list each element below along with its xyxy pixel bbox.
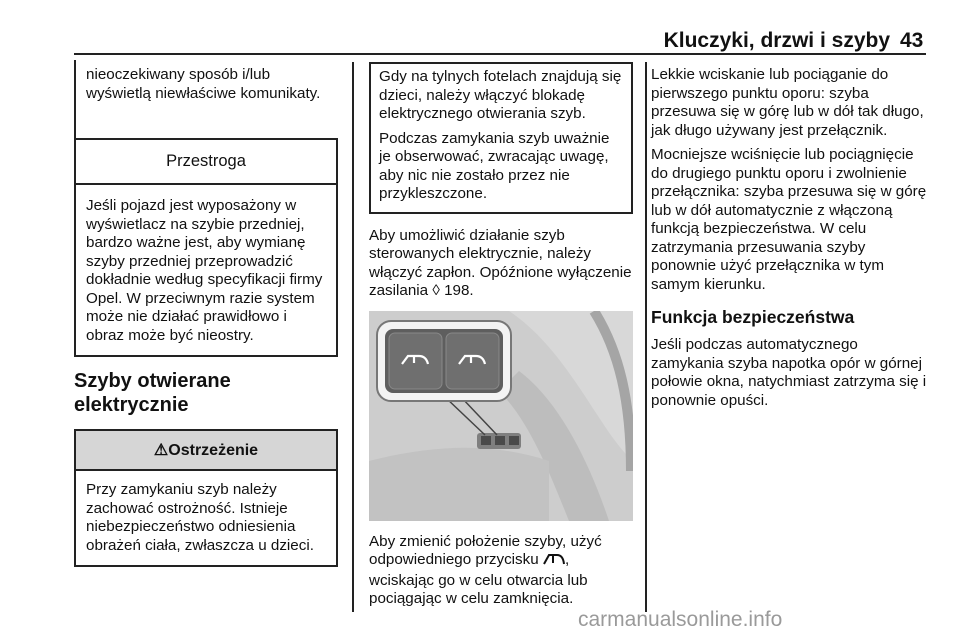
column-separator: [352, 62, 354, 612]
window-switch-illustration: [369, 311, 633, 521]
paragraph-switch-usage-end: , wciskając go w celu otwarcia lub pociągając w celu zamknięcia.: [369, 551, 588, 607]
paragraph-strong-press: Mocniejsze wciśnięcie lub pociągnięcie do drugiego punktu oporu i zwolnienie przełącznika: szyba przesuwa się w górę lub w dół automatycznie z włączoną funkcją bezpieczeństwa. W celu zatrzymania przesuwania szyby ponownie użyć przełącznika w tym samym kierunku.: [651, 146, 927, 293]
caution-text: Jeśli pojazd jest wyposażony w wyświetlacz na szybie przedniej, bardzo ważne jest, aby wymianę szyby przedniej przeprowadzić dokładnie według specyfikacji firmy Opel. W przeciwnym razie system może nie działać prawidłowo i obraz może być nieostry.: [86, 197, 323, 344]
warning-box-continued: [369, 62, 633, 214]
paragraph-switch-usage: [369, 533, 633, 609]
subsection-title: Funkcja bezpieczeństwa: [651, 307, 855, 327]
paragraph-ignition: [369, 227, 633, 301]
warning-text: Przy zamykaniu szyb należy zachować ostrożność. Istnieje niebezpieczeństwo odniesienia obrażeń ciała, zwłaszcza u dzieci.: [86, 481, 314, 554]
paragraph-light-press: Lekkie wciskanie lub pociąganie do pierwszego punktu oporu: szyba przesuwa się w górę lub w dół tak długo, jak długo używany jest przełącznik.: [651, 66, 924, 139]
page-number: 43: [900, 29, 924, 52]
page-reference-icon: ◊: [432, 282, 440, 299]
window-switch-photo: [369, 311, 633, 521]
column-right: [651, 62, 927, 410]
warning-title: Ostrzeżenie: [168, 442, 259, 459]
box-paragraph-2: Podczas zamykania szyb uważnie je obserwować, zwracając uwagę, aby nic nie zostało przez nie przykleszczone.: [379, 129, 610, 202]
header-rule: [74, 53, 926, 55]
section-title: Szyby otwierane elektrycznie: [74, 370, 231, 416]
warning-triangle-icon: ⚠: [153, 442, 169, 459]
paragraph-ignition-text: Aby umożliwić działanie szyb sterowanych elektrycznie, należy włączyć zapłon. Opóźnione wyłączenie zasilania: [369, 226, 632, 299]
warning-box: [74, 429, 338, 567]
box-paragraph-1: Gdy na tylnych fotelach znajdują się dzieci, należy włączyć blokadę elektrycznego otwierania szyb.: [379, 68, 622, 122]
column-middle: [369, 62, 633, 609]
intro-text: nieoczekiwany sposób i/lub wyświetlą niewłaściwe komunikaty.: [86, 66, 321, 102]
page-reference: 198.: [444, 282, 474, 299]
caution-title: Przestroga: [76, 140, 336, 185]
window-switch-icon: [543, 552, 565, 572]
paragraph-safety: Jeśli podczas automatycznego zamykania szyba napotka opór w górnej połowie okna, natychmiast zatrzyma się i ponownie opuści.: [651, 336, 927, 409]
warning-header: [76, 431, 336, 471]
paragraph-switch-usage-start: Aby zmienić położenie szyby, użyć odpowiedniego przycisku: [369, 532, 602, 568]
watermark[interactable]: carmanualsonline.info: [578, 608, 783, 631]
column-separator: [645, 62, 647, 612]
page-header-title: Kluczyki, drzwi i szyby: [663, 29, 890, 52]
caution-box: [74, 138, 338, 357]
column-left: [74, 62, 338, 567]
